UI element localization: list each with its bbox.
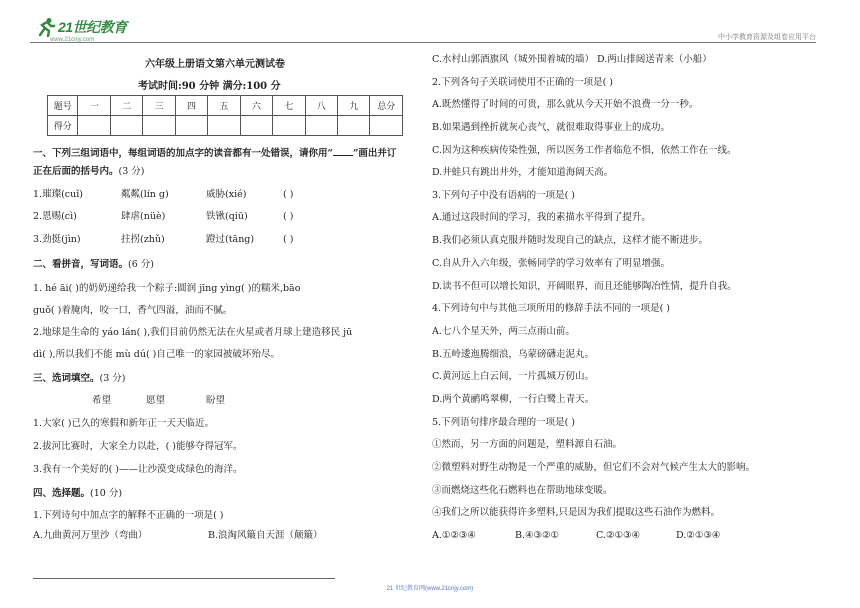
score-table bbox=[47, 95, 403, 136]
exam-title: 六年级上册语文第六单元测试卷 bbox=[145, 59, 285, 70]
word-item: 1.璀璨(cuǐ) bbox=[33, 189, 83, 200]
option-d: D.井蛙只有跳出井外，才能知道海阔天高。 bbox=[432, 167, 614, 178]
platform-name: 中小学教育资源及组卷应用平台 bbox=[718, 34, 816, 41]
table-cell: 六 bbox=[240, 96, 272, 116]
table-cell: 五 bbox=[208, 96, 240, 116]
option-a: A.①②③④ bbox=[432, 530, 476, 541]
word-option: 盼望 bbox=[206, 395, 226, 406]
underline-mark bbox=[333, 146, 353, 156]
section-score: (3 分) bbox=[99, 373, 126, 384]
score-input-cell[interactable] bbox=[240, 116, 272, 136]
option-b: B.五岭逶迤腾细浪，乌蒙磅礴走泥丸。 bbox=[432, 349, 595, 360]
text-line: 3.我有一个美好的( )——让沙漠变成绿色的海洋。 bbox=[33, 464, 243, 475]
header-divider bbox=[30, 42, 816, 43]
table-cell: 七 bbox=[273, 96, 305, 116]
score-input-cell[interactable] bbox=[273, 116, 305, 136]
word-item: 拄拐(zhǔ) bbox=[121, 234, 165, 245]
table-cell: 四 bbox=[175, 96, 207, 116]
section-3-heading-text: 三、选词填空。 bbox=[33, 373, 100, 384]
option-c: C.黄河远上白云间，一片孤城万仞山。 bbox=[432, 371, 594, 382]
section-2-heading-text: 二、看拼音，写词语。 bbox=[33, 259, 129, 270]
option-a: A.九曲黄河万里沙（弯曲） bbox=[33, 530, 148, 541]
question-text: 2.下列各句子关联词使用不正确的一项是( ) bbox=[432, 77, 613, 88]
footer-divider bbox=[33, 578, 335, 579]
sentence-item: ③而燃烧这些化石燃料也在帮助地球变暖。 bbox=[432, 485, 613, 496]
footer-text: 21 世纪教育网(www.21cnjy.com) bbox=[386, 586, 474, 592]
text-line: dì( ),所以我们不能 mù dú( )自己唯一的家园被破坏殆尽。 bbox=[33, 349, 280, 360]
score-table-score-row bbox=[48, 116, 403, 136]
word-item: 3.劲挺(jìn) bbox=[33, 234, 81, 245]
option-a: A.既然懂得了时间的可贵，那么就从今天开始不浪费一分一秒。 bbox=[432, 99, 699, 110]
sentence-item: ④我们之所以能获得许多塑料,只是因为我们提取这些石油作为燃料。 bbox=[432, 507, 721, 518]
question-text: 5.下列语句排序最合理的一项是( ) bbox=[432, 417, 575, 428]
text-line: C.水村山郭酒旗风（城外围着城的墙） D.两山排闼送青来（小船） bbox=[432, 54, 712, 65]
option-d: D.②①③④ bbox=[676, 530, 721, 541]
option-c: C.②①③④ bbox=[596, 530, 641, 541]
score-input-cell[interactable] bbox=[78, 116, 110, 136]
exam-info: 考试时间:90 分钟 满分:100 分 bbox=[138, 81, 281, 92]
table-cell: 八 bbox=[305, 96, 337, 116]
option-b: B.浪淘风簸自天涯（颠簸） bbox=[208, 530, 323, 541]
word-item: 蹬过(tāng) bbox=[206, 234, 255, 245]
text-line: guǒ( )着腌肉，咬一口，香气四溢，油而不腻。 bbox=[33, 305, 233, 316]
option-a: A.通过这段时间的学习，我的素描水平得到了提升。 bbox=[432, 212, 651, 223]
section-score: (10 分) bbox=[90, 488, 123, 499]
sentence-item: ②微塑料对野生动物是一个严重的威胁，但它们不会对气候产生太大的影响。 bbox=[432, 462, 756, 473]
option-b: B.如果遇到挫折就灰心丧气，就很难取得事业上的成功。 bbox=[432, 122, 671, 133]
section-1-heading-text: 正在后面的括号内。 bbox=[33, 166, 119, 177]
option-b: B.④③②① bbox=[515, 530, 560, 541]
word-item: 粼粼(lín g) bbox=[121, 189, 169, 200]
table-cell: 题号 bbox=[48, 96, 78, 116]
text-line: 2.拔河比赛时，大家全力以赴，( )能够夺得冠军。 bbox=[33, 441, 243, 452]
score-input-cell[interactable] bbox=[305, 116, 337, 136]
section-1-heading bbox=[33, 146, 396, 160]
score-input-cell[interactable] bbox=[143, 116, 175, 136]
word-option: 希望 bbox=[92, 395, 112, 406]
option-d: D.两个黄鹂鸣翠柳，一行白鹭上青天。 bbox=[432, 394, 595, 405]
question-text: 4.下列诗句中与其他三项所用的修辞手法不同的一项是( ) bbox=[432, 303, 670, 314]
score-input-cell[interactable] bbox=[337, 116, 369, 136]
table-cell: 三 bbox=[143, 96, 175, 116]
runner-logo-icon bbox=[36, 17, 56, 37]
answer-blank[interactable]: ( ) bbox=[283, 234, 294, 245]
table-cell: 一 bbox=[78, 96, 110, 116]
word-item: 威胁(xié) bbox=[206, 189, 247, 200]
sentence-item: ①然而，另一方面的问题是，塑料源自石油。 bbox=[432, 439, 623, 450]
word-item: 肆虐(nüè) bbox=[121, 211, 166, 222]
option-d: D.读书不但可以增长知识，开阔眼界，而且还能够陶冶性情，提升自我。 bbox=[432, 281, 737, 292]
section-4-heading bbox=[33, 488, 122, 500]
section-1-heading-text: ”画出并订 bbox=[352, 148, 397, 159]
text-line: 2.地球是生命的 yáo lán( ),我们目前仍然无法在火星或者月球上建造移民 jū bbox=[33, 327, 353, 338]
score-input-cell[interactable] bbox=[175, 116, 207, 136]
brand-name: 21世纪教育 bbox=[58, 19, 127, 35]
option-a: A.七八个星天外，两三点雨山前。 bbox=[432, 326, 575, 337]
table-cell: 总分 bbox=[370, 96, 403, 116]
section-score: (3 分) bbox=[118, 166, 145, 177]
section-2-heading bbox=[33, 259, 154, 271]
table-cell: 得分 bbox=[48, 116, 78, 136]
section-3-heading bbox=[33, 373, 126, 385]
score-input-cell[interactable] bbox=[370, 116, 403, 136]
question-text: 3.下列句子中没有语病的一项是( ) bbox=[432, 190, 575, 201]
word-item: 2.恩赐(cì) bbox=[33, 211, 77, 222]
brand-url: www.21cnjy.com bbox=[50, 37, 95, 43]
section-4-heading-text: 四、选择题。 bbox=[33, 488, 91, 499]
option-c: C.自从升入六年级，张畅同学的学习效率有了明显增强。 bbox=[432, 258, 670, 269]
text-line: 1.大家( )已久的寒假和新年正一天天临近。 bbox=[33, 418, 214, 429]
section-1-heading-line2 bbox=[33, 166, 145, 178]
table-cell: 二 bbox=[110, 96, 142, 116]
score-input-cell[interactable] bbox=[110, 116, 142, 136]
option-b: B.我们必须认真克服并随时发现自己的缺点，这样才能不断进步。 bbox=[432, 235, 709, 246]
word-option: 愿望 bbox=[146, 395, 166, 406]
score-table-header-row bbox=[48, 96, 403, 116]
site-logo bbox=[36, 17, 127, 43]
section-score: (6 分) bbox=[128, 259, 154, 270]
table-cell: 九 bbox=[337, 96, 369, 116]
text-line: 1. hé āi( )的奶奶递给我一个粽子:圆润 jīng yìng( )的糯米,bāo bbox=[33, 283, 301, 294]
option-c: C.因为这种疾病传染性强，所以医务工作者临危不惧，依然工作在一线。 bbox=[432, 145, 737, 156]
score-input-cell[interactable] bbox=[208, 116, 240, 136]
word-item: 铁锹(qiū) bbox=[206, 211, 248, 222]
question-text: 1.下列诗句中加点字的解释不正确的一项是( ) bbox=[33, 510, 224, 521]
answer-blank[interactable]: ( ) bbox=[283, 211, 294, 222]
section-1-heading-text: 一、下列三组词语中，每组词语的加点字的读音都有一处错误，请你用“ bbox=[33, 148, 333, 159]
answer-blank[interactable]: ( ) bbox=[283, 189, 294, 200]
